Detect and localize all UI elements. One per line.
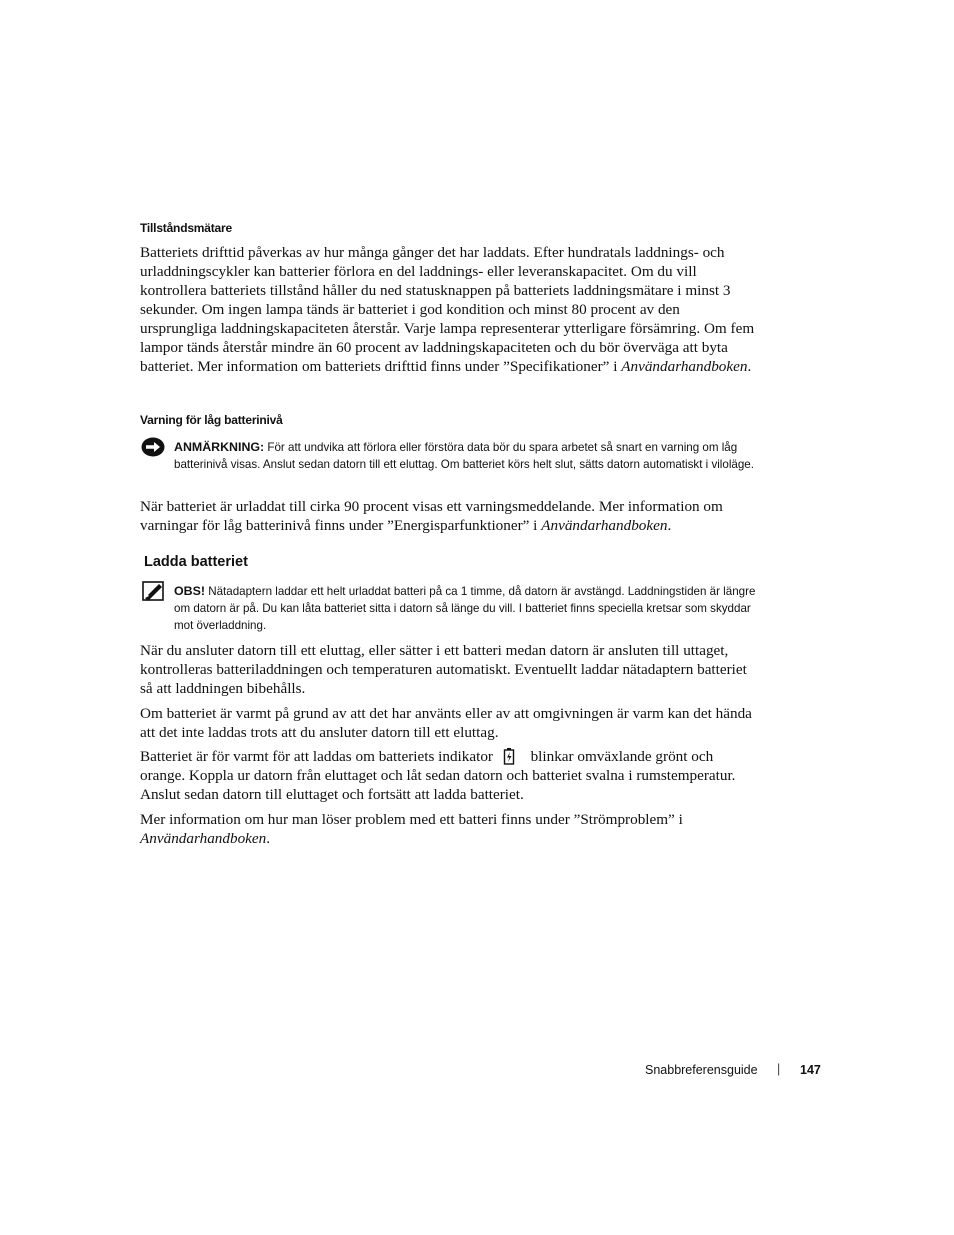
paragraph-varning [140, 497, 760, 535]
heading-ladda-batteriet: Ladda batteriet [144, 554, 248, 570]
footer-separator: | [777, 1062, 781, 1076]
paragraph-text: Batteriets drifttid påverkas av hur många gånger det har laddats. Efter hundratals laddnings- och urladdningscykler kan batterier förlora en del laddnings- eller leveranskapacitet. Om du vill kontrollera batteriets tillstånd håller du ned statusknappen på batteriets laddningsmätare i minst 3 sekunder. Om ingen lampa tänds är batteriet i god kondition och minst 80 procent av den ursprungliga laddningskapaciteten återstår. Varje lampa representerar ytterligare försämring. Om fem lampor tänds återstår mindre än 60 procent av laddningskapaciteten och du bör överväga att byta batteriet. Mer information om batteriets drifttid finns under ”Specifikationer” i [140, 244, 755, 375]
obs-text: Nätadaptern laddar ett helt urladdat batteri på ca 1 timme, då datorn är avstängd. Laddningstiden är längre om datorn är på. Du kan låta batteriet sitta i datorn så länge du vill. I batteriet finns speciella kretsar som skyddar mot överladdning. [174, 585, 756, 632]
paragraph-indikator [140, 747, 760, 804]
paragraph-stromproblem [140, 810, 760, 848]
manual-reference: Användarhandboken [621, 358, 748, 375]
obs-label: OBS! [174, 584, 205, 598]
manual-reference: Användarhandboken [541, 517, 668, 534]
paragraph-end: blinkar omväxlande grönt och orange. Koppla ur datorn från eluttaget och låt sedan datorn och batteriet svalna i rumstemperatur. Anslut sedan datorn till eluttaget och fortsätt att ladda batteriet. [140, 748, 736, 803]
page-number: 147 [800, 1063, 821, 1077]
heading-varning-lag-batteriniva: Varning för låg batterinivå [140, 413, 283, 427]
note-pencil-icon [142, 581, 164, 606]
paragraph-end: . [266, 830, 271, 847]
paragraph-text: Batteriet är för varmt för att laddas om batteriets indikator [140, 748, 497, 765]
paragraph-tillstandsmatare [140, 243, 760, 376]
paragraph-text: När batteriet är urladdat till cirka 90 procent visas ett varningsmeddelande. Mer information om varningar för låg batterinivå finns under ”Energisparfunktioner” i [140, 498, 723, 534]
note-obs [174, 583, 764, 634]
battery-charge-icon [501, 747, 523, 765]
footer-guide-title: Snabbreferensguide [645, 1063, 758, 1077]
notice-anmarkning [174, 439, 764, 473]
heading-tillstandsmatare: Tillståndsmätare [140, 221, 232, 235]
paragraph-end: . [667, 517, 672, 534]
notice-text: För att undvika att förlora eller förstöra data bör du spara arbetet så snart en varning om låg batterinivå visas. Anslut sedan datorn till ett eluttag. Om batteriet körs helt slut, sätts datorn automatiskt i viloläge. [174, 441, 754, 471]
paragraph-varmt-batteri: Om batteriet är varmt på grund av att det har använts eller av att omgivningen är varm kan det hända att det inte laddas trots att du ansluter datorn till ett eluttag. [140, 705, 752, 741]
notice-label: ANMÄRKNING: [174, 440, 265, 454]
paragraph-end: . [747, 358, 752, 375]
notice-arrow-icon [141, 437, 165, 462]
paragraph-text: Mer information om hur man löser problem med ett batteri finns under ”Strömproblem” i [140, 811, 683, 828]
manual-reference: Användarhandboken [140, 830, 267, 847]
paragraph-anslutning: När du ansluter datorn till ett eluttag, eller sätter i ett batteri medan datorn är ansluten till uttaget, kontrolleras batteriladdningen och temperaturen automatiskt. Eventuellt laddar nätadaptern batteriet så att laddningen bibehålls. [140, 642, 747, 697]
